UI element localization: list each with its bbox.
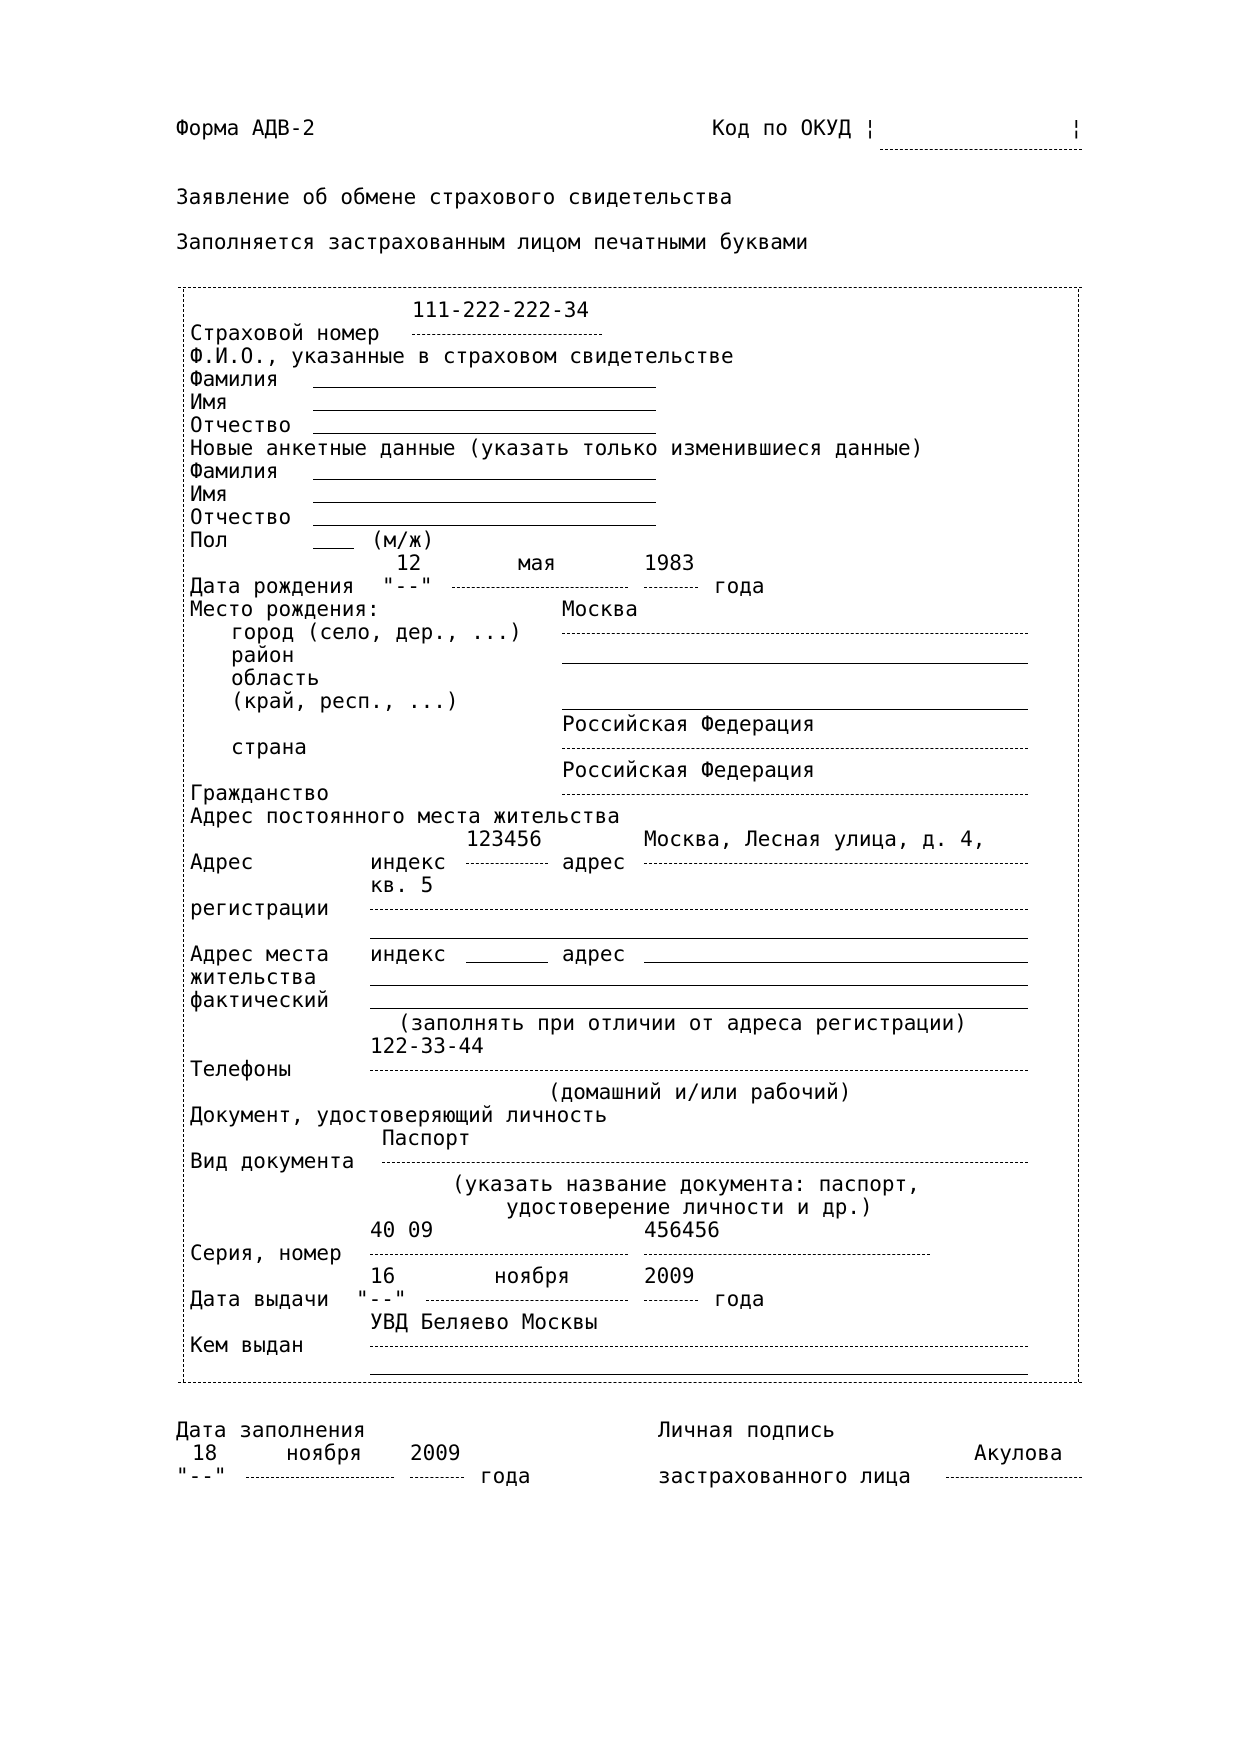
doc-issuer-field[interactable]: [370, 1346, 1028, 1347]
doc-issue-day-value: 16: [370, 1264, 396, 1288]
doc-issuer-label: Кем выдан: [190, 1333, 304, 1357]
registration-address-field-line2[interactable]: [370, 909, 1028, 910]
citizenship-value: Российская Федерация: [562, 758, 815, 782]
okud-label: Код по ОКУД ¦: [712, 116, 877, 140]
signature-label-line2: застрахованного лица: [658, 1464, 911, 1488]
frame-top-border: [178, 287, 1082, 288]
insurance-number-value: 111-222-222-34: [412, 298, 590, 322]
actual-address-field-line3[interactable]: [370, 1008, 1028, 1009]
doc-issue-day-placeholder: "--": [356, 1287, 407, 1311]
citizenship-label: Гражданство: [190, 781, 330, 805]
doc-issue-month-value: ноября: [494, 1264, 570, 1288]
doc-type-field[interactable]: [382, 1162, 1028, 1163]
sex-label: Пол: [190, 528, 228, 552]
okud-field-line[interactable]: [880, 149, 1082, 150]
fio-old-patronymic-field[interactable]: [313, 433, 656, 434]
fio-old-name-field[interactable]: [313, 410, 656, 411]
birth-region-field[interactable]: [562, 709, 1028, 710]
birth-day-placeholder: "--": [382, 574, 433, 598]
actual-address-label-line2: жительства: [190, 965, 317, 989]
birth-district-label: район: [231, 643, 295, 667]
registration-address-value: Москва, Лесная улица, д. 4,: [644, 827, 986, 851]
birth-region-label: область: [231, 666, 320, 690]
birth-country-label: страна: [231, 735, 307, 759]
actual-address-label-line3: фактический: [190, 988, 330, 1012]
fio-old-patronymic-label: Отчество: [190, 413, 292, 437]
registration-address-label: адрес: [562, 850, 626, 874]
registration-address-field-line3[interactable]: [370, 938, 1028, 939]
doc-type-label: Вид документа: [190, 1149, 355, 1173]
birth-city-label: город (село, дер., ...): [231, 620, 522, 644]
fio-old-surname-label: Фамилия: [190, 367, 279, 391]
registration-address-value-cont: кв. 5: [370, 873, 434, 897]
doc-series-value: 40 09: [370, 1218, 434, 1242]
doc-issue-year-field[interactable]: [644, 1300, 698, 1301]
fio-new-heading: Новые анкетные данные (указать только изменившиеся данные): [190, 436, 924, 460]
fio-old-name-label: Имя: [190, 390, 228, 414]
registration-index-label: индекс: [370, 850, 446, 874]
fill-date-label: Дата заполнения: [176, 1418, 366, 1442]
phones-label: Телефоны: [190, 1057, 292, 1081]
fio-new-surname-label: Фамилия: [190, 459, 279, 483]
form-instruction: Заполняется застрахованным лицом печатными буквами: [176, 230, 809, 254]
sex-hint: (м/ж): [371, 528, 435, 552]
phones-hint: (домашний и/или рабочий): [548, 1080, 852, 1104]
birth-region-hint: (край, респ., ...): [231, 689, 459, 713]
fill-month-value: ноября: [286, 1441, 362, 1465]
phones-field[interactable]: [370, 1070, 1028, 1071]
form-name: Форма АДВ-2: [176, 116, 316, 140]
doc-series-field[interactable]: [370, 1254, 628, 1255]
registration-address-label-line2: регистрации: [190, 896, 330, 920]
registration-address-label-line1: Адрес: [190, 850, 254, 874]
birth-city-value: Москва: [562, 597, 638, 621]
fio-old-surname-field[interactable]: [313, 387, 656, 388]
actual-address-hint: (заполнять при отличии от адреса регистрации): [398, 1011, 967, 1035]
fill-month-field[interactable]: [246, 1477, 394, 1478]
doc-issue-month-field[interactable]: [426, 1300, 628, 1301]
doc-type-hint-line1: (указать название документа: паспорт,: [452, 1172, 920, 1196]
doc-number-value: 456456: [644, 1218, 720, 1242]
fill-year-field[interactable]: [410, 1477, 464, 1478]
citizenship-field[interactable]: [562, 794, 1028, 795]
identity-doc-heading: Документ, удостоверяющий личность: [190, 1103, 608, 1127]
fill-year-word: года: [480, 1464, 531, 1488]
actual-address-label: адрес: [562, 942, 626, 966]
birth-year-value: 1983: [644, 551, 695, 575]
birth-city-field[interactable]: [562, 633, 1028, 634]
doc-series-label: Серия, номер: [190, 1241, 342, 1265]
actual-address-field-line2[interactable]: [370, 985, 1028, 986]
fio-old-heading: Ф.И.О., указанные в страховом свидетельстве: [190, 344, 734, 368]
frame-left-border: [183, 289, 184, 1382]
birth-date-label: Дата рождения: [190, 574, 355, 598]
actual-address-field[interactable]: [644, 962, 1028, 963]
fio-new-patronymic-field[interactable]: [313, 525, 656, 526]
frame-right-border: [1078, 289, 1079, 1382]
doc-issuer-value: УВД Беляево Москвы: [370, 1310, 598, 1334]
doc-issue-year-word: года: [714, 1287, 765, 1311]
sex-field[interactable]: [313, 548, 354, 549]
birth-month-value: мая: [518, 551, 556, 575]
birth-month-field[interactable]: [452, 587, 628, 588]
insurance-number-label: Страховой номер: [190, 321, 380, 345]
doc-type-hint-line2: удостоверение личности и др.): [506, 1195, 873, 1219]
registration-index-value: 123456: [466, 827, 542, 851]
birth-country-value: Российская Федерация: [562, 712, 815, 736]
fill-day-placeholder: "--": [176, 1464, 227, 1488]
form-title: Заявление об обмене страхового свидетельства: [176, 185, 733, 209]
doc-issuer-field-line2[interactable]: [370, 1374, 1028, 1375]
registration-index-field[interactable]: [466, 863, 548, 864]
doc-issue-label: Дата выдачи: [190, 1287, 330, 1311]
doc-issue-year-value: 2009: [644, 1264, 695, 1288]
insurance-number-field[interactable]: [412, 334, 602, 335]
fill-year-value: 2009: [410, 1441, 461, 1465]
fio-new-surname-field[interactable]: [313, 479, 656, 480]
birth-year-field[interactable]: [644, 587, 698, 588]
registration-address-heading: Адрес постоянного места жительства: [190, 804, 620, 828]
doc-type-value: Паспорт: [382, 1126, 471, 1150]
fio-new-name-label: Имя: [190, 482, 228, 506]
doc-number-field[interactable]: [644, 1254, 930, 1255]
birth-country-field[interactable]: [562, 748, 1028, 749]
actual-address-label-line1: Адрес места: [190, 942, 330, 966]
actual-index-label: индекс: [370, 942, 446, 966]
fio-new-name-field[interactable]: [313, 502, 656, 503]
fio-new-patronymic-label: Отчество: [190, 505, 292, 529]
fill-day-value: 18: [192, 1441, 218, 1465]
birth-place-label: Место рождения:: [190, 597, 380, 621]
signature-value: Акулова: [974, 1441, 1063, 1465]
birth-day-value: 12: [396, 551, 422, 575]
birth-year-word: года: [714, 574, 765, 598]
phones-value: 122-33-44: [370, 1034, 484, 1058]
okud-right-bar: ¦: [1070, 116, 1083, 140]
signature-field[interactable]: [946, 1477, 1082, 1478]
frame-bottom-border: [178, 1382, 1082, 1383]
actual-index-field[interactable]: [466, 962, 548, 963]
registration-address-field[interactable]: [644, 863, 1028, 864]
signature-label-line1: Личная подпись: [658, 1418, 836, 1442]
birth-district-field[interactable]: [562, 663, 1028, 664]
